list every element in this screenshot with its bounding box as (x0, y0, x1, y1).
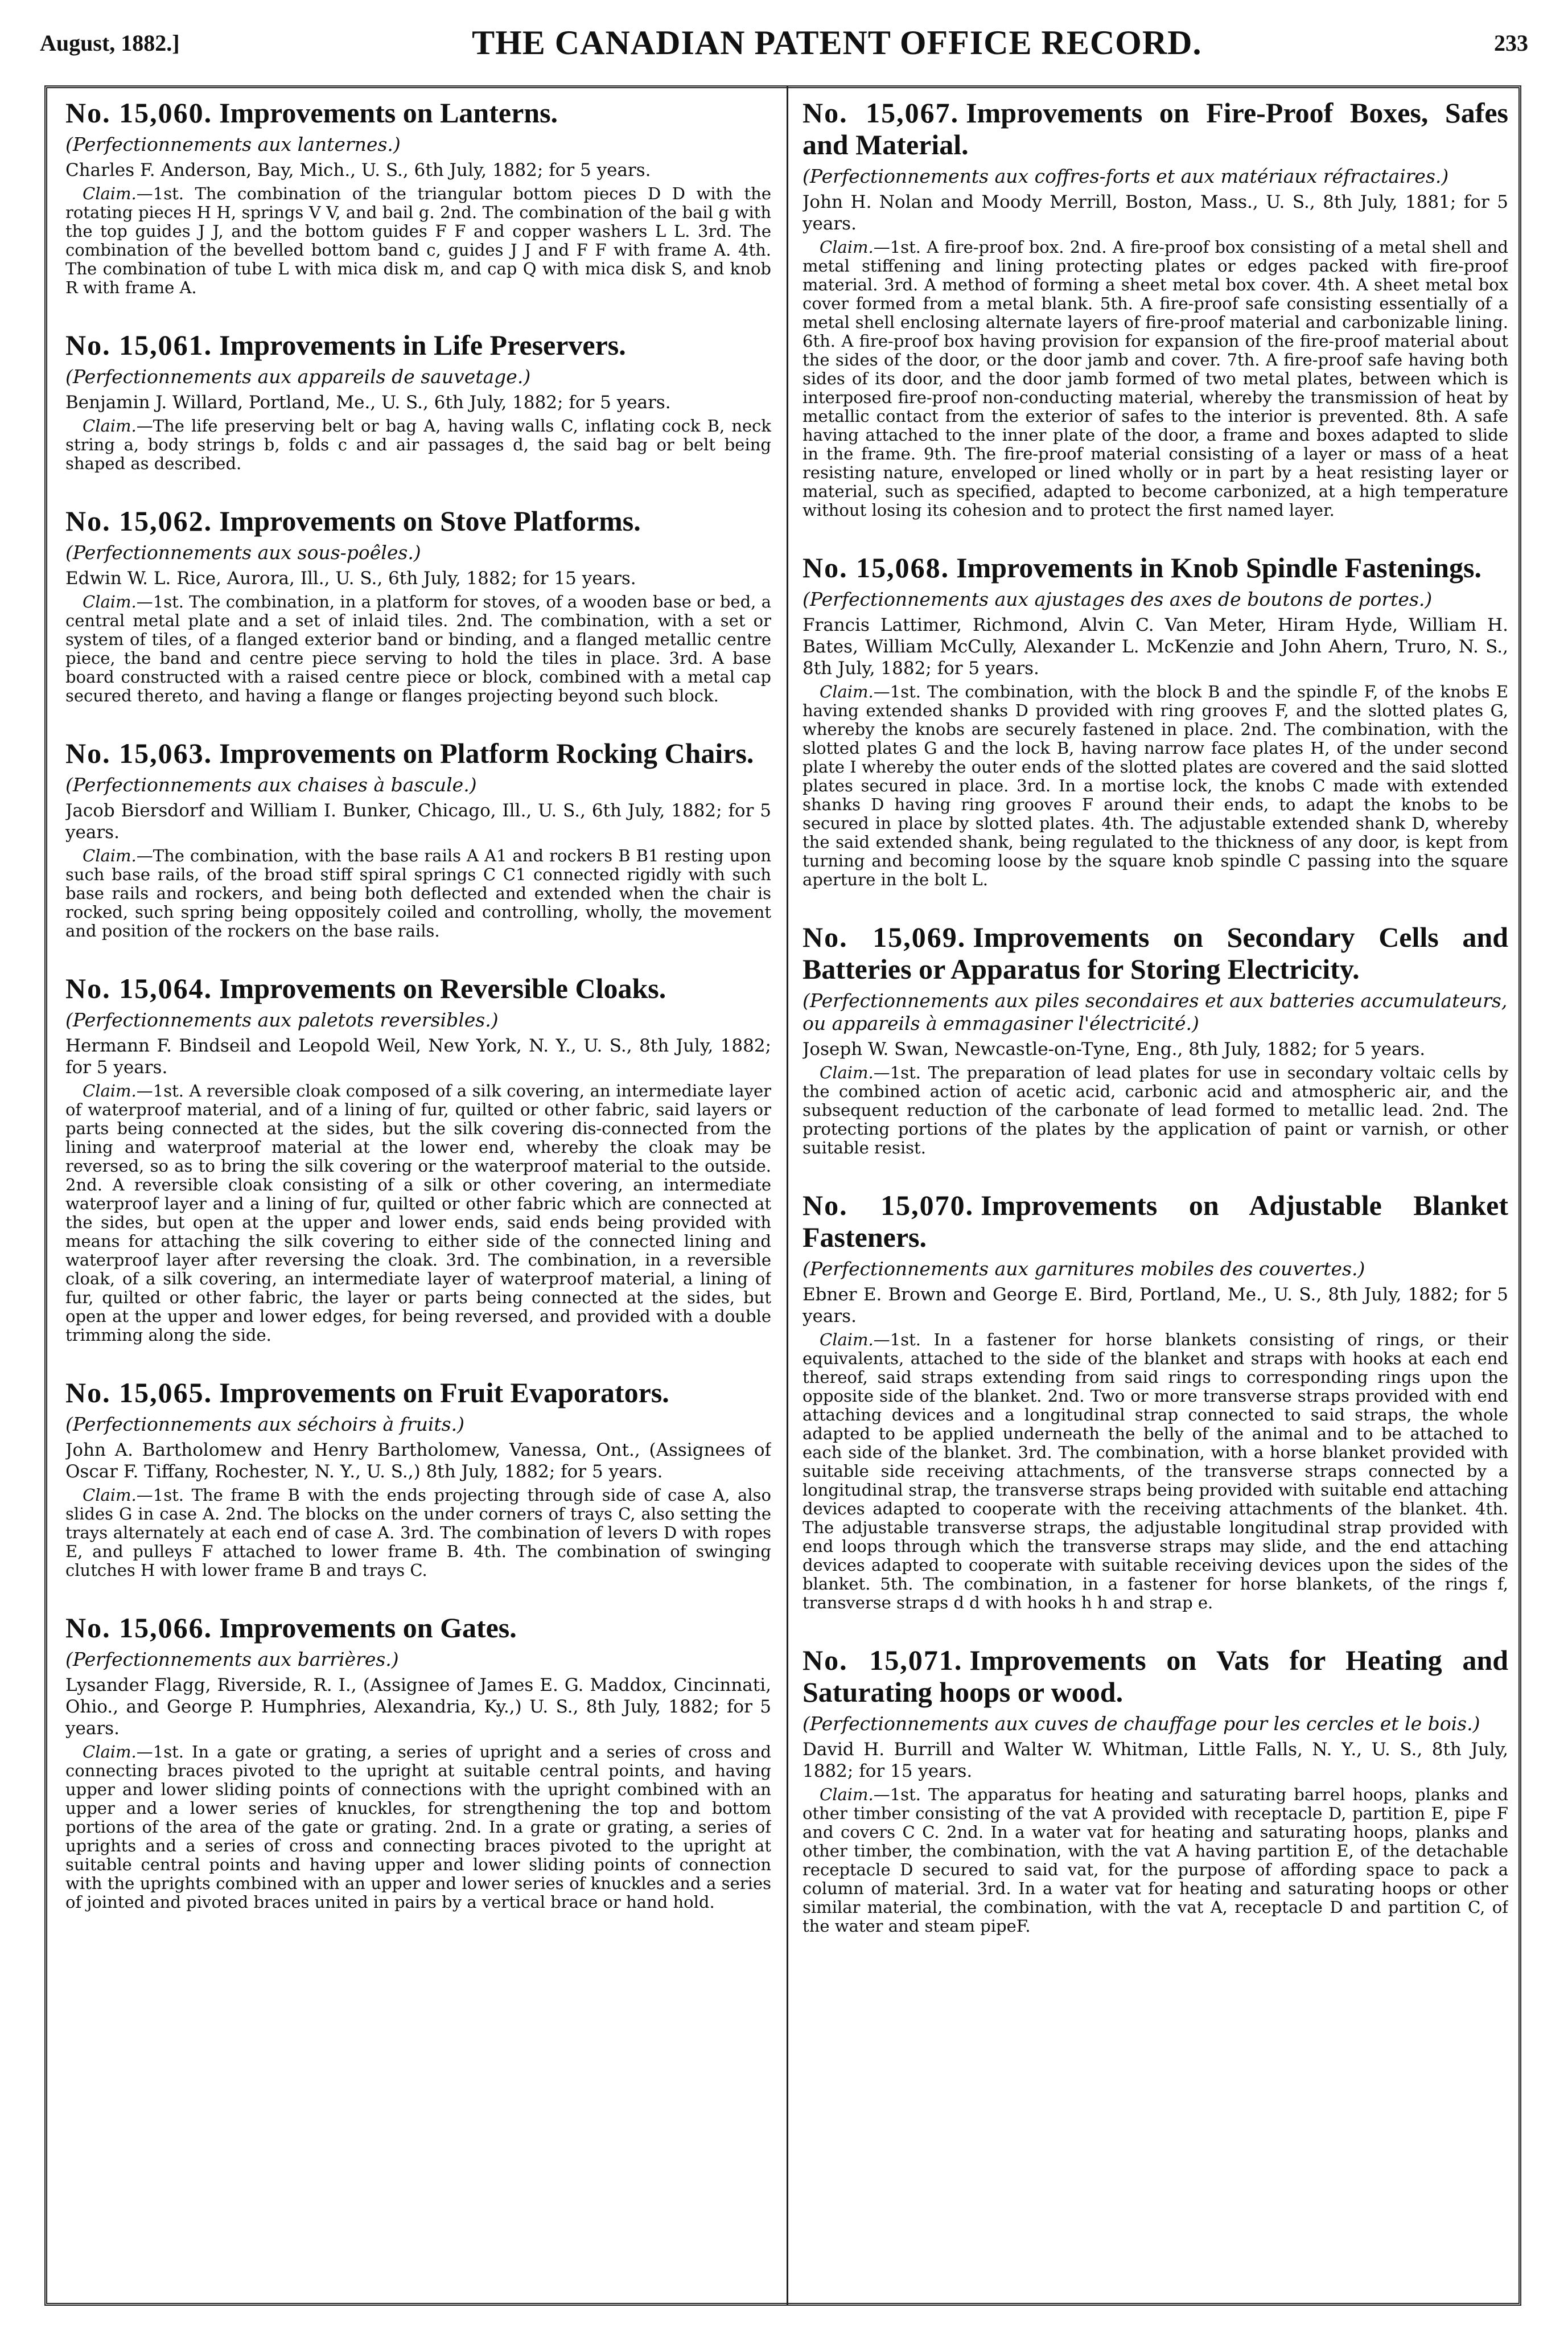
column-divider (787, 85, 788, 2306)
claim-label: Claim. (820, 1330, 874, 1349)
claim-text: —1st. In a gate or grating, a series of upright and a series of cross and connecting braces pivoted to the upright at suitable central points, and having upper and lower sliding points of connections with the upright combined with an upper and a lower series of knuckles, for strengthening the top and bottom portions of the area of the gate or grating. 2nd. In a grate or grating, a series of uprights and a series of cross and connecting braces pivoted to the upright at suitable central points and having upper and lower sliding points of connection with the uprights combined with an upper and lower series of knuckles and a series of jointed and pivoted braces united in pairs by a vertical brace or hand hold. (65, 1742, 771, 1912)
patent-heading (65, 1612, 771, 1644)
claim-label: Claim. (820, 1063, 874, 1082)
patent-french-title: (Perfectionnements aux ajustages des axes de boutons de portes.) (802, 588, 1433, 610)
patent-heading (65, 1377, 771, 1408)
patent-claim (65, 593, 771, 705)
patent-entry-15061 (65, 329, 771, 473)
patent-number: No. 15,067. (802, 97, 960, 129)
patent-entry-15064 (65, 972, 771, 1345)
patent-entry-15068 (802, 552, 1508, 889)
patent-french-title: (Perfectionnements aux barrières.) (65, 1648, 399, 1670)
patent-heading (802, 552, 1508, 584)
patent-heading (802, 97, 1508, 161)
claim-label: Claim. (83, 416, 137, 436)
patent-claim (802, 1330, 1508, 1612)
patent-number: No. 15,062. (65, 505, 213, 537)
patent-entry-15065 (65, 1377, 771, 1580)
patent-claim (65, 417, 771, 473)
patent-inventor: David H. Burrill and Walter W. Whitman, Little Falls, N. Y., U. S., 8th July, 1882; for 15 years. (802, 1739, 1508, 1781)
patent-french-title: (Perfectionnements aux sous-poêles.) (65, 541, 421, 564)
claim-label: Claim. (83, 184, 137, 203)
patent-heading (802, 1644, 1508, 1708)
patent-french-title: (Perfectionnements aux séchoirs à fruits.) (65, 1413, 464, 1435)
patent-entry-15066 (65, 1612, 771, 1912)
patent-heading (802, 921, 1508, 985)
patent-claim (65, 847, 771, 941)
patent-title: Improvements on Fire-Proof Boxes, Safes and Material. (802, 97, 1508, 161)
patent-inventor: Francis Lattimer, Richmond, Alvin C. Van Meter, Hiram Hyde, William H. Bates, William McCully, Alexander L. McKenzie and John Ahern, Truro, N. S., 8th July, 1882; for 5 years. (802, 615, 1508, 679)
patent-title: Improvements on Reversible Cloaks. (219, 972, 666, 1004)
patent-title: Improvements on Lanterns. (219, 97, 558, 129)
claim-label: Claim. (820, 237, 874, 257)
patent-number: No. 15,064. (65, 972, 213, 1004)
patent-inventor: Benjamin J. Willard, Portland, Me., U. S., 6th July, 1882; for 5 years. (65, 392, 671, 413)
patent-heading (65, 505, 771, 537)
claim-label: Claim. (83, 1081, 137, 1100)
patent-entry-15067 (802, 97, 1508, 520)
patent-title: Improvements on Stove Platforms. (219, 505, 641, 537)
patent-entry-15069 (802, 921, 1508, 1157)
patent-entry-15062 (65, 505, 771, 705)
patent-claim (802, 1063, 1508, 1157)
patent-title: Improvements on Fruit Evaporators. (219, 1377, 669, 1408)
claim-label: Claim. (83, 1742, 137, 1761)
patent-heading (65, 972, 771, 1004)
claim-label: Claim. (820, 682, 874, 701)
patent-inventor: John A. Bartholomew and Henry Bartholomew, Vanessa, Ont., (Assignees of Oscar F. Tiffany, Rochester, N. Y., U. S.,) 8th July, 1882; for 5 years. (65, 1440, 771, 1482)
left-column (65, 97, 771, 2286)
patent-inventor: Joseph W. Swan, Newcastle-on-Tyne, Eng., 8th July, 1882; for 5 years. (802, 1039, 1426, 1059)
patent-inventor: John H. Nolan and Moody Merrill, Boston, Mass., U. S., 8th July, 1881; for 5 years. (802, 192, 1508, 234)
page-number: 233 (1494, 30, 1528, 56)
patent-inventor: Lysander Flagg, Riverside, R. I., (Assignee of James E. G. Maddox, Cincinnati, Ohio., and George P. Humphries, Alexandria, Ky.,) U. S., 8th July, 1882; for 5 years. (65, 1675, 771, 1739)
patent-french-title: (Perfectionnements aux paletots reversibles.) (65, 1009, 499, 1031)
claim-text: —1st. The preparation of lead plates for use in secondary voltaic cells by the combined action of acetic acid, carbonic acid and atmospheric air, and the subsequent reduction of the carbonate of lead formed to metallic lead. 2nd. The protecting portions of the plates by the application of paint or varnish, or other suitable resist. (802, 1063, 1508, 1157)
patent-entry-15063 (65, 737, 771, 941)
issue-date: August, 1882.] (40, 30, 180, 56)
patent-number: No. 15,069. (802, 921, 966, 953)
patent-number: No. 15,061. (65, 329, 213, 361)
claim-text: —1st. The combination of the triangular bottom pieces D D with the rotating pieces H H, springs V V, and bail g. 2nd. The combination of the bail g with the top guides J J, and the bottom guides F F and copper washers L L. 3rd. The combination of the bevelled bottom band c, guides J J and F F with frame A. 4th. The combination of tube L with mica disk m, and cap Q with mica disk S, and knob R with frame A. (65, 184, 771, 297)
claim-label: Claim. (83, 1485, 137, 1505)
patent-inventor: Hermann F. Bindseil and Leopold Weil, New York, N. Y., U. S., 8th July, 1882; for 5 years. (65, 1036, 771, 1078)
patent-claim (65, 1082, 771, 1345)
patent-french-title: (Perfectionnements aux garnitures mobiles des couvertes.) (802, 1258, 1365, 1280)
patent-french-title: (Perfectionnements aux cuves de chauffage pour les cercles et le bois.) (802, 1713, 1480, 1735)
patent-entry-15070 (802, 1189, 1508, 1612)
patent-claim (802, 1785, 1508, 1936)
claim-text: —1st. The combination, in a platform for stoves, of a wooden base or bed, a central metal plate and a set of inlaid tiles. 2nd. The combination, with a set or system of tiles, of a flanged exterior band or binding, and a flanged metallic centre piece, the band and centre piece serving to hold the tiles in place. 3rd. A base board constructed with a raised centre piece or block, combined with a metal cap secured thereto, and having a flange or flanges projecting beyond such block. (65, 592, 771, 705)
patent-claim (65, 1743, 771, 1912)
patent-claim (802, 238, 1508, 520)
right-column (802, 97, 1508, 2286)
patent-title: Improvements on Adjustable Blanket Fasteners. (802, 1189, 1508, 1253)
patent-french-title: (Perfectionnements aux coffres-forts et aux matériaux réfractaires.) (802, 165, 1449, 187)
patent-entry-15060 (65, 97, 771, 297)
patent-title: Improvements on Gates. (219, 1612, 517, 1644)
claim-text: —1st. In a fastener for horse blankets consisting of rings, or their equivalents, attached to the side of the blanket and straps with hooks at each end thereof, said straps extending from said rings to corresponding rings upon the opposite side of the blanket. 2nd. Two or more transverse straps provided with end attaching devices and a longitudinal strap connected to said straps, the whole adapted to be applied underneath the belly of the animal and to be attached to each side of the blanket. 3rd. The combination, with a horse blanket provided with suitable side receiving attachments, of the transverse straps connected by a longitudinal strap, the transverse straps being provided with suitable end attaching devices adapted to cooperate with the receiving attachments of the blanket. 4th. The adjustable transverse straps, the adjustable longitudinal strap provided with end loops through which the transverse straps may slide, and the end attaching devices adapted to cooperate with suitable receiving devices upon the sides of the blanket. 5th. The combination, in a fastener for horse blankets, of the rings f, transverse straps d d with hooks h h and strap e. (802, 1330, 1508, 1612)
claim-text: —1st. The combination, with the block B and the spindle F, of the knobs E having extended shanks D provided with ring grooves F, and the slotted plates G, whereby the knobs are securely fastened in place. 2nd. The combination, with the slotted plates G and the lock B, having narrow face plates H, of the under second plate I whereby the outer ends of the slotted plates are covered and the said slotted plates secured in place. 3rd. In a mortise lock, the knobs C made with extended shanks D having ring grooves F around their ends, to adapt the knobs to be secured in place by slotted plates. 4th. The adjustable extended shank D, whereby the said extended shank, being regulated to the thickness of any door, is kept from turning and becoming loose by the square knob spindle C passing into the square aperture in the bolt L. (802, 682, 1508, 889)
patent-heading (65, 737, 771, 769)
patent-heading (65, 97, 771, 129)
patent-title: Improvements on Platform Rocking Chairs. (219, 737, 754, 769)
patent-inventor: Jacob Biersdorf and William I. Bunker, Chicago, Ill., U. S., 6th July, 1882; for 5 years. (65, 800, 771, 843)
claim-label: Claim. (83, 846, 137, 865)
patent-title: Improvements in Life Preservers. (219, 329, 626, 361)
patent-title: Improvements on Vats for Heating and Saturating hoops or wood. (802, 1644, 1508, 1708)
patent-claim (65, 184, 771, 297)
patent-inventor: Edwin W. L. Rice, Aurora, Ill., U. S., 6th July, 1882; for 15 years. (65, 568, 636, 589)
claim-label: Claim. (820, 1785, 874, 1804)
claim-text: —The life preserving belt or bag A, having walls C, inflating cock B, neck string a, body strings b, folds c and air passages d, the said bag or belt being shaped as described. (65, 416, 771, 473)
patent-french-title: (Perfectionnements aux lanternes.) (65, 133, 401, 155)
patent-number: No. 15,068. (802, 552, 950, 584)
patent-number: No. 15,060. (65, 97, 213, 129)
claim-text: —1st. The frame B with the ends projecting through side of case A, also slides G in case A. 2nd. The blocks on the under corners of trays C, also setting the trays alternately at each end of case A. 3rd. The combination of levers D with ropes E, and pulleys F attached to lower frame B. 4th. The combination of swinging clutches H with lower frame B and trays C. (65, 1485, 771, 1580)
patent-number: No. 15,071. (802, 1644, 963, 1676)
claim-text: —1st. A fire-proof box. 2nd. A fire-proof box consisting of a metal shell and metal stiffening and lining protecting plates or edges packed with fire-proof material. 3rd. A method of forming a sheet metal box cover. 4th. A sheet metal box cover formed from a metal blank. 5th. A fire-proof safe consisting essentially of a metal shell enclosing alternate layers of fire-proof material and carbonizable lining. 6th. A fire-proof box having provision for expansion of the fire-proof material about the sides of the door, or the door jamb and cover. 7th. A fire-proof safe having both sides of its door, and the door jamb formed of two metal plates, between which is interposed fire-proof non-conducting material, whereby the transmission of heat by metallic contact from the exterior of safes to the interior is prevented. 8th. A safe having attached to the inner plate of the door, a frame and boxes adapted to slide in the frame. 9th. The fire-proof material consisting of a layer or mass of a heat resisting nature, enveloped or lined wholly or in part by a heat resisting layer or material, such as specified, adapted to become carbonized, at a high temperature without losing its cohesion and to protect the first named layer. (802, 237, 1508, 520)
patent-french-title: (Perfectionnements aux appareils de sauvetage.) (65, 366, 531, 388)
patent-number: No. 15,070. (802, 1189, 974, 1221)
patent-title: Improvements in Knob Spindle Fastenings. (956, 552, 1481, 584)
patent-inventor: Ebner E. Brown and George E. Bird, Portland, Me., U. S., 8th July, 1882; for 5 years. (802, 1284, 1508, 1327)
patent-entry-15071 (802, 1644, 1508, 1936)
running-head (40, 23, 1528, 63)
patent-heading (802, 1189, 1508, 1253)
publication-title: THE CANADIAN PATENT OFFICE RECORD. (472, 23, 1202, 61)
patent-heading (65, 329, 771, 361)
patent-claim (802, 683, 1508, 889)
patent-french-title: (Perfectionnements aux piles secondaires et aux batteries accumulateurs, ou appareils à emmagasiner l'électricité.) (802, 989, 1508, 1034)
claim-label: Claim. (83, 592, 137, 611)
patent-french-title: (Perfectionnements aux chaises à bascule.) (65, 774, 477, 796)
patent-title: Improvements on Secondary Cells and Batteries or Apparatus for Storing Electricity. (802, 921, 1508, 985)
claim-text: —1st. The apparatus for heating and saturating barrel hoops, planks and other timber consisting of the vat A provided with receptacle D, partition E, pipe F and covers C C. 2nd. In a water vat for heating and saturating hoops, planks and other timber, the combination, with the vat A having partition E, of the detachable receptacle D secured to said vat, for the purpose of affording space to pack a column of material. 3rd. In a water vat for heating and saturating hoops or other similar material, the combination, with the vat A, receptacle D and partition C, of the water and steam pipeF. (802, 1785, 1508, 1936)
patent-claim (65, 1486, 771, 1580)
claim-text: —The combination, with the base rails A A1 and rockers B B1 resting upon such base rails, of the broad stiff spiral springs C C1 connected rigidly with such base rails and rockers, and being both deflected and extended when the chair is rocked, such spring being oppositely coiled and controlling, wholly, the movement and position of the rockers on the base rails. (65, 846, 771, 941)
patent-number: No. 15,065. (65, 1377, 213, 1408)
patent-number: No. 15,063. (65, 737, 213, 769)
patent-inventor: Charles F. Anderson, Bay, Mich., U. S., 6th July, 1882; for 5 years. (65, 160, 651, 180)
claim-text: —1st. A reversible cloak composed of a silk covering, an intermediate layer of waterproof material, and of a lining of fur, quilted or other fabric, said layers or parts being connected at the sides, but the silk covering dis-connected from the lining and waterproof material at the lower end, whereby the cloak may be reversed, so as to bring the silk covering or the waterproof material to the outside. 2nd. A reversible cloak consisting of a silk or other covering, an intermediate waterproof layer and a lining of fur, quilted or other fabric which are connected at the sides, but open at the upper and lower ends, said ends being provided with means for attaching the silk covering to either side of the connected lining and waterproof layer after reversing the cloak. 3rd. The combination, in a reversible cloak, of a silk covering, an intermediate layer of waterproof material, a lining of fur, quilted or other fabric, the layer or parts being connected at the sides, but open at the upper and lower edges, for being reversed, and provided with a double trimming along the side. (65, 1081, 771, 1345)
patent-number: No. 15,066. (65, 1612, 213, 1644)
